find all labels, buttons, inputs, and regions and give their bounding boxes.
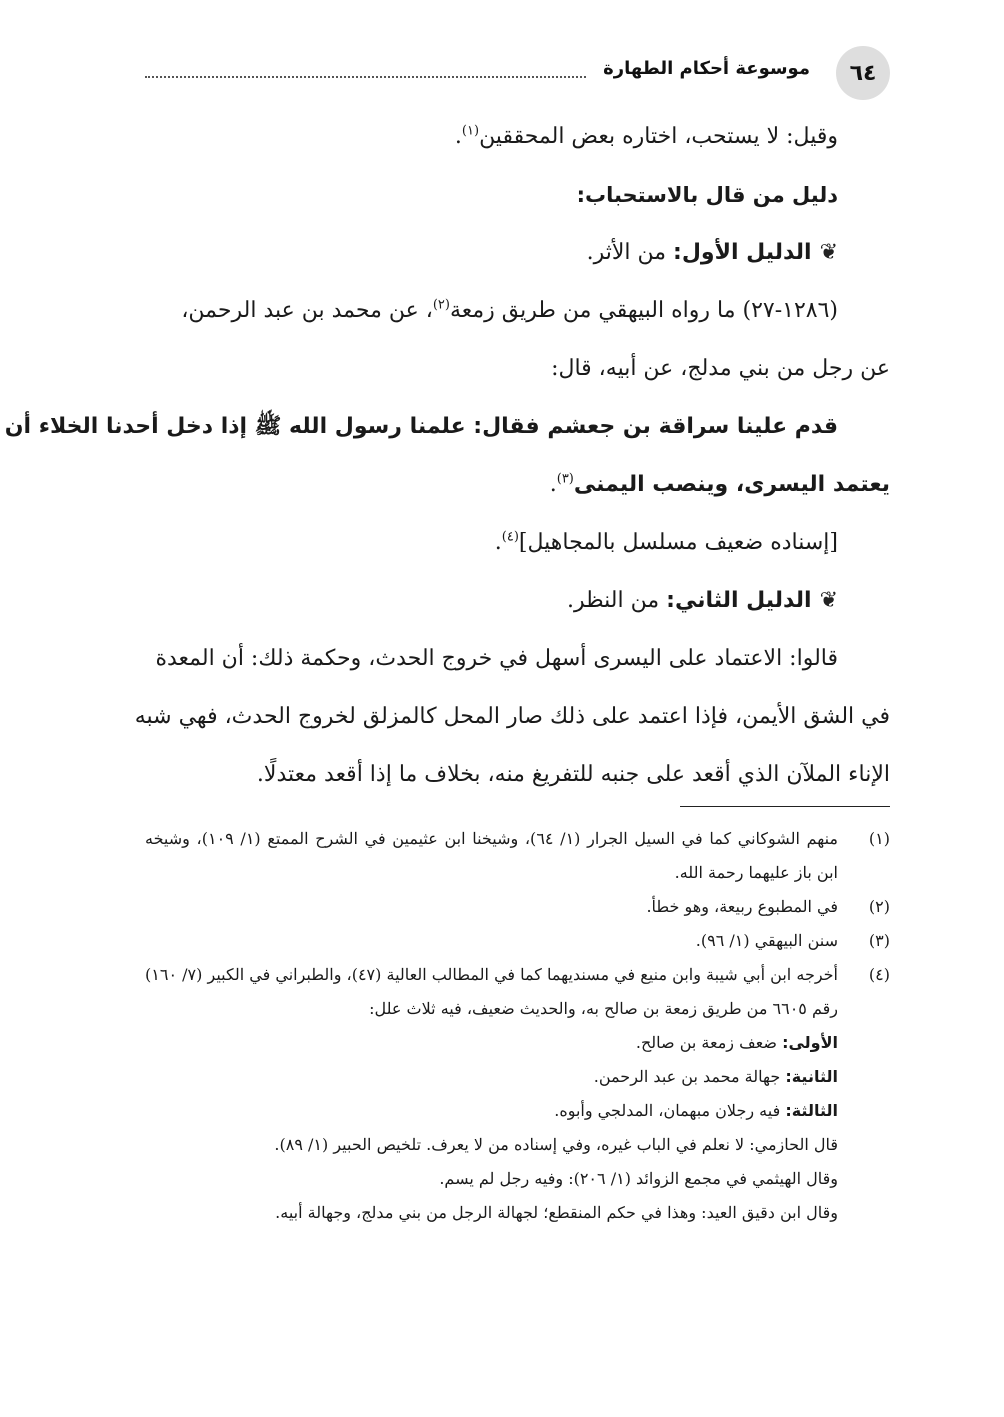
footnote-4-defect-3: الثالثة: فيه رجلان مبهمان، المدلجي وأبوه. [554, 1101, 838, 1120]
reasoning-line-2: في الشق الأيمن، فإذا اعتمد على ذلك صار المحل كالمزلق لخروج الحدث، فهي شبه [134, 704, 890, 729]
evidence-1-line: ❦الدليل الأول: من الأثر. [145, 224, 890, 282]
grading-line: [إسناده ضعيف مسلسل بالمجاهيل]$^{(٤)}$. [494, 529, 838, 555]
opinion-line: وقيل: لا يستحب، اختاره بعض المحققين$^{(١)}$. [454, 123, 838, 149]
footnote-text: منهم الشوكاني كما في السيل الجرار (١/ ٦٤)، وشيخنا ابن عثيمين في الشرح الممتع (١/ ١٠٩)، وشيخه ابن باز عليهما رحمة الله. [145, 829, 839, 882]
footnotes [145, 822, 890, 1230]
evidence-2-line: ❦الدليل الثاني: من النظر. [145, 572, 890, 630]
footnote-4-quote-3: وقال ابن دقيق العيد: وهذا في حكم المنقطع؛ لجهالة الرجل من بني مدلج، وجهالة أبيه. [275, 1203, 838, 1222]
footnote-number: (٣) [868, 931, 890, 950]
footnote-text: سنن البيهقي (١/ ٩٦). [695, 931, 838, 950]
section-heading: دليل من قال بالاستحباب: [576, 183, 838, 207]
leaf-ornament-icon: ❦ [819, 240, 838, 265]
footnote-2 [145, 890, 890, 924]
footnote-4-quote-1: قال الحازمي: لا نعلم في الباب غيره، وفي إسناده من لا يعرف. تلخيص الحبير (١/ ٨٩). [274, 1135, 838, 1154]
main-text [4, 108, 890, 804]
hadith-text-line-1: قدم علينا سراقة بن جعشم فقال: علمنا رسول الله ﷺ إذا دخل أحدنا الخلاء أن [4, 414, 838, 439]
footnote-ref-2[interactable]: (٢) [432, 297, 450, 313]
hadith-intro-line-1: (١٢٨٦-٢٧) ما رواه البيهقي من طريق زمعة$^{(٢)}$، عن محمد بن عبد الرحمن، [181, 297, 838, 323]
footnote-ref-4[interactable]: (٤) [501, 529, 519, 545]
footnote-3 [145, 924, 890, 958]
footnote-number: (٤) [868, 965, 890, 984]
footnote-1 [145, 822, 890, 890]
hadith-text-line-2: يعتمد اليسرى، وينصب اليمنى$^{(٣)}$. [549, 471, 890, 497]
page-header [145, 46, 890, 100]
leaf-ornament-icon: ❦ [819, 588, 838, 613]
footnote-separator [680, 806, 890, 807]
reasoning-line-1: قالوا: الاعتماد على اليسرى أسهل في خروج الحدث، وحكمة ذلك: أن المعدة [155, 646, 838, 671]
page-number-badge: ٦٤ [836, 46, 890, 100]
footnote-number: (٢) [868, 897, 890, 916]
footnote-4-quote-2: وقال الهيثمي في مجمع الزوائد (١/ ٢٠٦): وفيه رجل لم يسم. [439, 1169, 838, 1188]
footnote-4-defect-2: الثانية: جهالة محمد بن عبد الرحمن. [593, 1067, 838, 1086]
footnote-ref-3[interactable]: (٣) [556, 471, 574, 487]
footnote-ref-1[interactable]: (١) [461, 123, 480, 139]
footnote-number: (١) [868, 829, 890, 848]
footnote-text: في المطبوع ربيعة، وهو خطأ. [646, 897, 838, 916]
book-title: موسوعة أحكام الطهارة [587, 58, 826, 79]
hadith-intro-line-2: عن رجل من بني مدلج، عن أبيه، قال: [551, 356, 890, 381]
footnote-4-defect-1: الأولى: ضعف زمعة بن صالح. [635, 1033, 838, 1052]
footnote-4 [145, 958, 890, 1026]
footnote-text: أخرجه ابن أبي شيبة وابن منيع في مسنديهما كما في المطالب العالية (٤٧)، والطبراني في الكبير (٧/ ١٦٠) رقم ٦٦٠٥ من طريق زمعة بن صالح به، والحديث ضعيف، فيه ثلاث علل: [145, 965, 838, 1018]
reasoning-line-3: الإناء الملآن الذي أقعد على جنبه للتفريغ منه، بخلاف ما إذا أقعد معتدلًا. [256, 762, 890, 787]
